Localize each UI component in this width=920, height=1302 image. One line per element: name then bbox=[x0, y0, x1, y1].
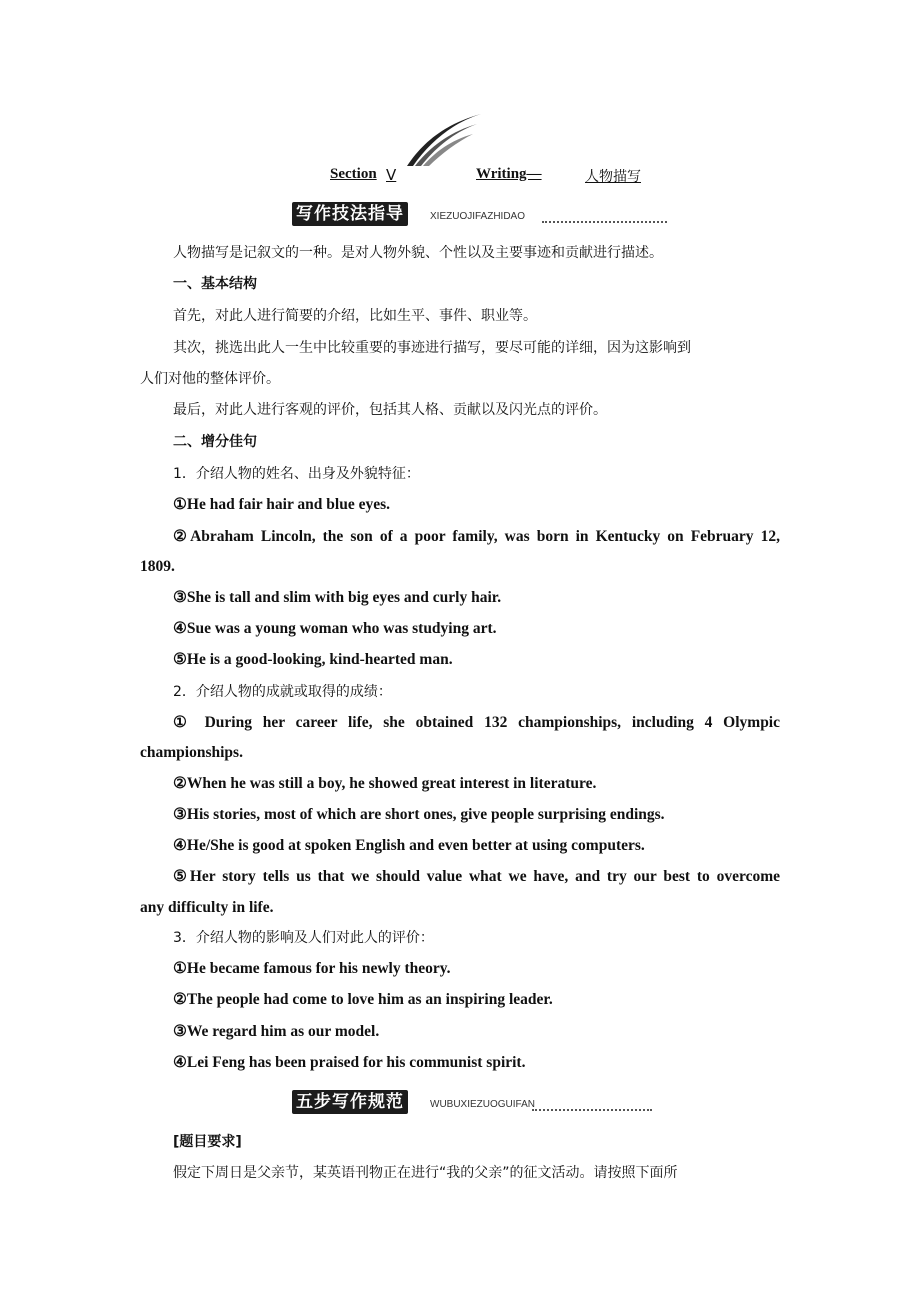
banner-label: 写作技法指导 bbox=[292, 202, 408, 226]
group1-title: 1．介绍人物的姓名、出身及外貌特征： bbox=[173, 466, 420, 482]
structure-first: 首先，对此人进行简要的介绍，比如生平、事件、职业等。 bbox=[173, 308, 537, 324]
group3-sentence-2: ②The people had come to love him as an inspiring leader. bbox=[173, 991, 553, 1008]
group1-sentence-3: ③She is tall and slim with big eyes and curly hair. bbox=[173, 589, 502, 606]
group2-sentence-4: ④He/She is good at spoken English and even better at using computers. bbox=[173, 837, 645, 854]
structure-second-line1: 其次，挑选出此人一生中比较重要的事迹进行描写，要尽可能的详细，因为这影响到 bbox=[173, 340, 691, 356]
intro-paragraph: 人物描写是记叙文的一种。是对人物外貌、个性以及主要事迹和贡献进行描述。 bbox=[173, 245, 663, 261]
writing-label: Writing— bbox=[476, 166, 542, 182]
banner-pinyin: WUBUXIEZUOGUIFAN bbox=[430, 1099, 536, 1110]
section-banner-techniques bbox=[292, 202, 672, 228]
structure-last: 最后，对此人进行客观的评价，包括其人格、贡献以及闪光点的评价。 bbox=[173, 402, 607, 418]
task-heading: [题目要求] bbox=[173, 1134, 242, 1150]
group3-sentence-1: ①He became famous for his newly theory. bbox=[173, 960, 451, 977]
swoosh-icon bbox=[405, 112, 483, 168]
group1-sentence-4: ④Sue was a young woman who was studying art. bbox=[173, 620, 497, 637]
task-text: 假定下周日是父亲节，某英语刊物正在进行“我的父亲”的征文活动。请按照下面所 bbox=[173, 1165, 678, 1181]
section-number: Ⅴ bbox=[386, 168, 397, 184]
group2-sentence-5-line2: any difficulty in life. bbox=[140, 899, 274, 916]
banner-divider bbox=[542, 221, 667, 223]
banner-pinyin: XIEZUOJIFAZHIDAO bbox=[430, 211, 526, 222]
banner-label: 五步写作规范 bbox=[292, 1090, 408, 1114]
section-title bbox=[330, 166, 660, 188]
group1-sentence-5: ⑤He is a good-looking, kind-hearted man. bbox=[173, 651, 453, 668]
group2-sentence-1-line1: ① During her career life, she obtained 132 championships, including 4 Olympic bbox=[173, 714, 780, 731]
group2-sentence-5-line1: ⑤Her story tells us that we should value what we have, and try our best to overcome bbox=[173, 868, 780, 885]
group1-sentence-1: ①He had fair hair and blue eyes. bbox=[173, 496, 390, 513]
heading-sentences: 二、增分佳句 bbox=[173, 434, 257, 450]
group1-sentence-2-line2: 1809. bbox=[140, 558, 175, 575]
group3-sentence-3: ③We regard him as our model. bbox=[173, 1023, 380, 1040]
structure-second-line2: 人们对他的整体评价。 bbox=[140, 371, 280, 387]
group2-sentence-1-line2: championships. bbox=[140, 744, 243, 761]
group3-title: 3．介绍人物的影响及人们对此人的评价： bbox=[173, 930, 434, 946]
section-banner-steps bbox=[292, 1090, 672, 1116]
section-label: Section bbox=[330, 166, 377, 182]
group2-sentence-3: ③His stories, most of which are short ones, give people surprising endings. bbox=[173, 806, 665, 823]
heading-structure: 一、基本结构 bbox=[173, 276, 257, 292]
group3-sentence-4: ④Lei Feng has been praised for his communist spirit. bbox=[173, 1054, 526, 1071]
group1-sentence-2-line1: ②Abraham Lincoln, the son of a poor family, was born in Kentucky on February 12, bbox=[173, 528, 780, 545]
banner-divider bbox=[532, 1109, 652, 1111]
topic-label: 人物描写 bbox=[585, 169, 641, 185]
group2-sentence-2: ②When he was still a boy, he showed great interest in literature. bbox=[173, 775, 597, 792]
group2-title: 2．介绍人物的成就或取得的成绩： bbox=[173, 684, 392, 700]
